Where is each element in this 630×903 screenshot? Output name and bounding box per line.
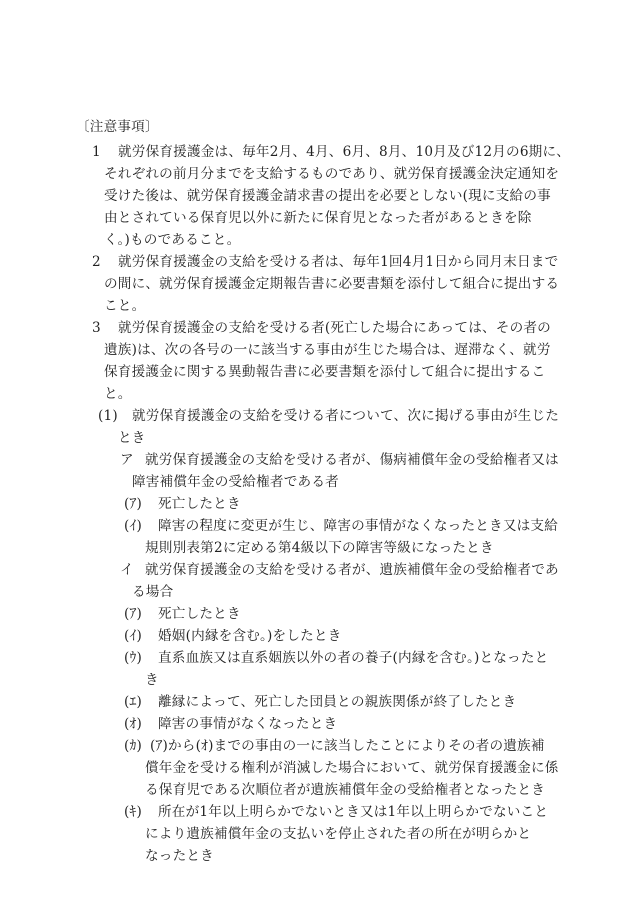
point-text: により遺族補償年金の支払いを停止された者の所在が明らかと bbox=[145, 826, 532, 842]
clause-text: 就労保育援護金の支給を受ける者が、傷病補償年金の受給権者又は bbox=[145, 452, 559, 468]
point-text: 規則別表第2に定める第4級以下の障害等級になったとき bbox=[145, 540, 494, 556]
point-number: (ｴ) bbox=[124, 694, 143, 710]
heading: 〔注意事項〕 bbox=[76, 119, 159, 135]
point-text: 婚姻(内縁を含む。)をしたとき bbox=[158, 628, 342, 644]
clause-text: 就労保育援護金の支給を受ける者が、遺族補償年金の受給権者であ bbox=[145, 562, 559, 578]
clause-number: イ bbox=[120, 562, 134, 578]
point-text: 所在が1年以上明らかでないとき又は1年以上明らかでないこと bbox=[158, 804, 549, 820]
point-number: (ｷ) bbox=[124, 804, 143, 820]
item-text: の間に、就労保育援護金定期報告書に必要書類を添付して組合に提出する bbox=[104, 276, 560, 292]
point-text: 障害の事情がなくなったとき bbox=[158, 716, 338, 732]
clause-text: 障害補償年金の受給権者である者 bbox=[132, 474, 339, 490]
point-text: る保育児である次順位者が遺族補償年金の受給権者となったとき bbox=[145, 782, 546, 798]
point-text: 死亡したとき bbox=[158, 496, 241, 512]
item-text: こと。 bbox=[104, 298, 146, 314]
clause-number: ア bbox=[120, 452, 134, 468]
item-number: 1 bbox=[92, 144, 101, 160]
point-text: (ｱ)から(ｵ)までの事由の一に該当したことによりその者の遺族補 bbox=[150, 738, 545, 754]
item-text: それぞれの前月分までを支給するものであり、就労保育援護金決定通知を bbox=[104, 166, 560, 182]
item-text: と。 bbox=[104, 386, 132, 402]
point-text: 直系血族又は直系姻族以外の者の養子(内縁を含む。)となったと bbox=[158, 650, 549, 666]
item-text: 由とされている保育児以外に新たに保育児となった者があるときを除 bbox=[104, 210, 532, 226]
point-text: 死亡したとき bbox=[158, 606, 241, 622]
item-text: 就労保育援護金の支給を受ける者は、毎年1回4月1日から同月末日まで bbox=[118, 254, 559, 270]
point-text: き bbox=[145, 672, 159, 688]
subitem-number: (1) bbox=[98, 408, 118, 424]
item-text: 就労保育援護金は、毎年2月、4月、6月、8月、10月及び12月の6期に、 bbox=[118, 144, 571, 160]
point-number: (ｲ) bbox=[124, 628, 143, 644]
point-number: (ｶ) bbox=[124, 738, 143, 754]
point-text: 離縁によって、死亡した団員との親族関係が終了したとき bbox=[158, 694, 517, 710]
point-text: 償年金を受ける権利が消滅した場合において、就労保育援護金に係 bbox=[145, 760, 559, 776]
item-number: 2 bbox=[92, 254, 101, 270]
point-number: (ｱ) bbox=[124, 606, 143, 622]
point-number: (ｲ) bbox=[124, 518, 143, 534]
clause-text: る場合 bbox=[132, 584, 174, 600]
point-number: (ｳ) bbox=[124, 650, 143, 666]
item-text: 保育援護金に関する異動報告書に必要書類を添付して組合に提出するこ bbox=[104, 364, 546, 380]
subitem-text: 就労保育援護金の支給を受ける者について、次に掲げる事由が生じた bbox=[132, 408, 560, 424]
point-number: (ｵ) bbox=[124, 716, 143, 732]
item-text: 遺族)は、次の各号の一に該当する事由が生じた場合は、遅滞なく、就労 bbox=[104, 342, 551, 358]
item-number: 3 bbox=[92, 320, 101, 336]
point-text: 障害の程度に変更が生じ、障害の事情がなくなったとき又は支給 bbox=[158, 518, 559, 534]
item-text: く。)ものであること。 bbox=[104, 232, 241, 248]
point-text: なったとき bbox=[145, 848, 214, 864]
point-number: (ｱ) bbox=[124, 496, 143, 512]
subitem-text: とき bbox=[118, 430, 146, 446]
item-text: 就労保育援護金の支給を受ける者(死亡した場合にあっては、その者の bbox=[118, 320, 551, 336]
item-text: 受けた後は、就労保育援護金請求書の提出を必要としない(現に支給の事 bbox=[104, 188, 551, 204]
